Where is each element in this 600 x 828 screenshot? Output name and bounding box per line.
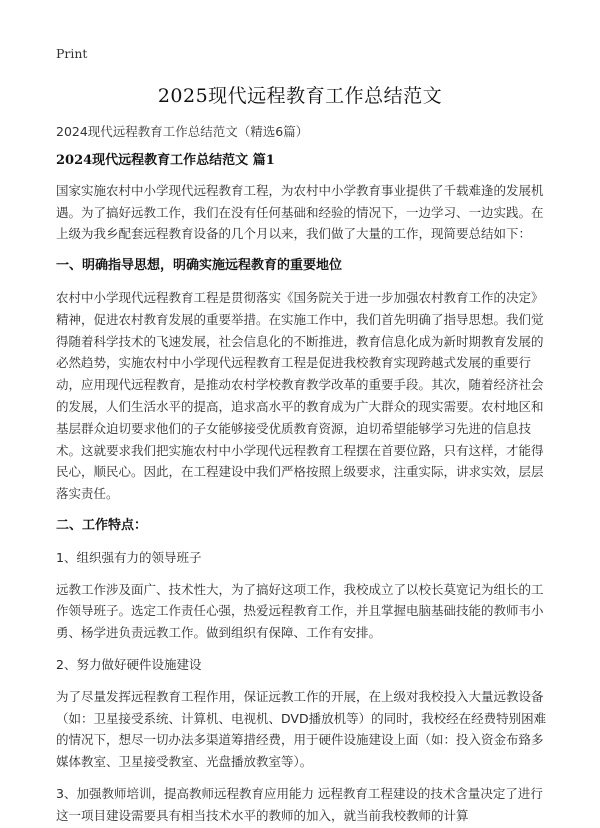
heading-guiding-principle: 一、明确指导思想，明确实施远程教育的重要地位 [56,258,343,274]
item-hardware-body: 为了尽量发挥远程教育工程作用，保证远教工作的开展，在上级对我校投入大量远教设备（如：卫星接受系统、计算机、电视机、DVD播放机等）的同时，我校经在经费特别困难的情况下，想尽一切办法多渠道筹措经费，用于硬件设施建设上面（如：投入资金布臵多媒体教室、卫星接受教室、光盘播放教室等）。 [56,688,547,770]
item-leadership-title: 1、组织强有力的领导班子 [56,549,202,565]
item-hardware-title: 2、努力做好硬件设施建设 [56,656,202,672]
section-title: 2024现代远程教育工作总结范文 篇1 [56,153,275,168]
print-link[interactable]: Print [56,46,88,61]
document-title: 2025现代远程教育工作总结范文 [157,85,443,107]
heading-work-features: 二、工作特点： [56,517,148,533]
document-subtitle: 2024现代远程教育工作总结范文（精选6篇） [56,124,309,139]
item-training-body: 3、加强教师培训，提高教师远程教育应用能力 远程教育工程建设的技术含量决定了进行这一项目建设需要具有相当技术水平的教师的加入，就当前我校教师的计算 [56,785,543,823]
item-leadership-body: 远教工作涉及面广、技术性大，为了搞好这项工作，我校成立了以校长莫宽记为组长的工作领导班子。选定工作责任心强，热爱远程教育工作，并且掌握电脑基础技能的教师韦小勇、杨学进负责远教工作。做到组织有保障、工作有安排。 [56,581,544,641]
article-body [56,150,548,827]
intro-paragraph: 国家实施农村中小学现代远程教育工程，为农村中小学教育事业提供了千载难逢的发展机遇。为了搞好远教工作，我们在没有任何基础和经验的情况下，一边学习、一边实践。在上级为我乡配套远程教育设备的几个月以来，我们做了大量的工作，现简要总结如下： [56,182,544,242]
paragraph-guiding-principle: 农村中小学现代远程教育工程是贯彻落实《国务院关于进一步加强农村教育工作的决定》精神，促进农村教育发展的重要举措。在实施工作中，我们首先明确了指导思想。我们觉得随着科学技术的飞速发展，社会信息化的不断推进，教育信息化成为新时期教育发展的必然趋势，实施农村中小学现代远程教育工程是促进我校教育实现跨越式发展的重要行动，应用现代远程教育，是推动农村学校教育教学改革的重要手段。其次，随着经济社会的发展，人们生活水平的提高，追求高水平的教育成为广大群众的现实需要。农村地区和基层群众迫切要求他们的子女能够接受优质教育资源，迫切希望能够学习先进的信息技术。这就要求我们把实施农村中小学现代远程教育工程摆在首要位路，只有这样，才能得民心，顺民心。因此，在工程建设中我们严格按照上级要求，注重实际，讲求实效，层层落实责任。 [56,289,544,502]
